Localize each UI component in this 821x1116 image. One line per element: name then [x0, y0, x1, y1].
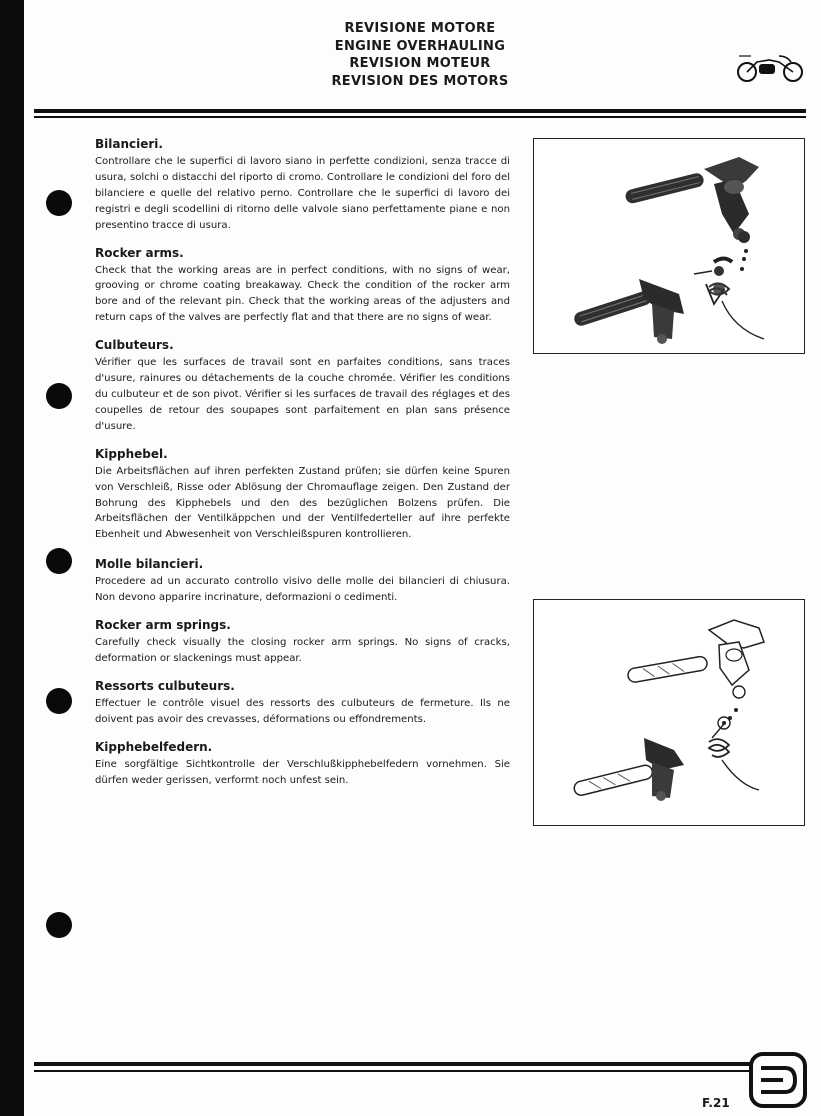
page-number: F.21 [702, 1096, 730, 1110]
header-title-it: REVISIONE MOTORE [344, 21, 496, 36]
section-title: Kipphebel. [95, 446, 168, 461]
punch-hole [46, 190, 72, 216]
punch-hole [46, 912, 72, 938]
section-body: Vérifier que les surfaces de travail sont en parfaites conditions, sans traces d'usure, rainures ou détachements de la couche chromée. Vérifier les conditions du culbuteur et de son pivot. Vérifier si les surfaces de travail des réglages et des coupelles de retour des soupapes sont parfaitement en plan sans présence d'usure. [95, 357, 510, 432]
motorcycle-icon [735, 48, 805, 86]
main-text [95, 137, 510, 788]
section-body: Die Arbeitsflächen auf ihren perfekten Zustand prüfen; sie dürfen keine Spuren von Verschleiß, Risse oder Ablösung der Chromauflage zeigen. Den Zustand der Bohrung des Kipphebels und den des bezüglichen Bolzens prüfen. Die Arbeitsflächen der Ventilkäppchen und der Ventilfederteller auf ihre perfekte Ebenheit und Abwesenheit von Verschleißspuren kontrollieren. [95, 465, 510, 541]
brand-logo-icon [749, 1052, 809, 1110]
section-bilancieri [95, 137, 510, 234]
punch-hole [46, 688, 72, 714]
header-title-en: ENGINE OVERHAULING [334, 38, 506, 54]
section-molle-bilancieri [95, 557, 510, 606]
section-body: Eine sorgfältige Sichtkontrolle der Verschlußkipphebelfedern vornehmen. Sie dürfen weder gerissen, verformt noch unfest sein. [95, 758, 510, 786]
section-body: Controllare che le superfici di lavoro siano in perfette condizioni, senza tracce di usura, solchi o distacchi del riporto di cromo. Controllare le condizioni del foro del bilanciere e quelle del relativo perno. Controllare che le superfici di lavoro dei registri e degli scodellini di ritorno delle valvole siano perfettamente piane e non presentino tracce di usura. [95, 156, 510, 231]
section-rocker-arms [95, 246, 510, 327]
punch-hole [46, 548, 72, 574]
section-body: Effectuer le contrôle visuel des ressorts des culbuteurs de fermeture. Ils ne doivent pas avoir des crevasses, déformations ou effondrements. [95, 697, 510, 725]
page-header [250, 20, 590, 90]
section-title: Bilancieri. [95, 137, 163, 151]
section-title: Kipphebelfedern. [95, 739, 213, 754]
section-title: Culbuteurs. [95, 338, 174, 353]
footer-rule [34, 1062, 806, 1066]
footer-rule-thin [34, 1070, 806, 1072]
section-body: Procedere ad un accurato controllo visivo delle molle dei bilancieri di chiusura. Non devono apparire incrinature, deformazioni o cedimenti. [95, 576, 510, 604]
binder-edge [0, 0, 24, 1116]
header-rule-thin [34, 116, 806, 118]
section-kipphebel [95, 447, 510, 544]
section-body: Check that the working areas are in perfect conditions, with no signs of wear, grooving or chrome coating breakaway. Check the condition of the rocker arm bore and of the relevant pin. Check that the working areas of the adjusters and return caps of the valves are perfectly flat and that there are no signs of wear. [95, 264, 510, 324]
rocker-arm-springs-illustration [534, 600, 803, 824]
rocker-arm-springs-figure [533, 599, 805, 826]
section-title: Ressorts culbuteurs. [95, 678, 235, 693]
punch-hole [46, 383, 72, 409]
header-title-de: REVISION DES MOTORS [331, 73, 509, 89]
section-title: Rocker arm springs. [95, 618, 231, 633]
rocker-arm-illustration [534, 139, 803, 352]
section-ressorts-culbuteurs [95, 679, 510, 728]
section-kipphebelfedern [95, 740, 510, 789]
section-title: Molle bilancieri. [95, 557, 204, 572]
section-title: Rocker arms. [95, 245, 184, 260]
header-rule [34, 109, 806, 113]
section-culbuteurs [95, 338, 510, 435]
header-title-fr: REVISION MOTEUR [349, 56, 491, 71]
section-rocker-arm-springs [95, 618, 510, 667]
section-body: Carefully check visually the closing rocker arm springs. No signs of cracks, deformation or slackenings must appear. [95, 637, 510, 664]
rocker-arm-figure [533, 138, 805, 354]
